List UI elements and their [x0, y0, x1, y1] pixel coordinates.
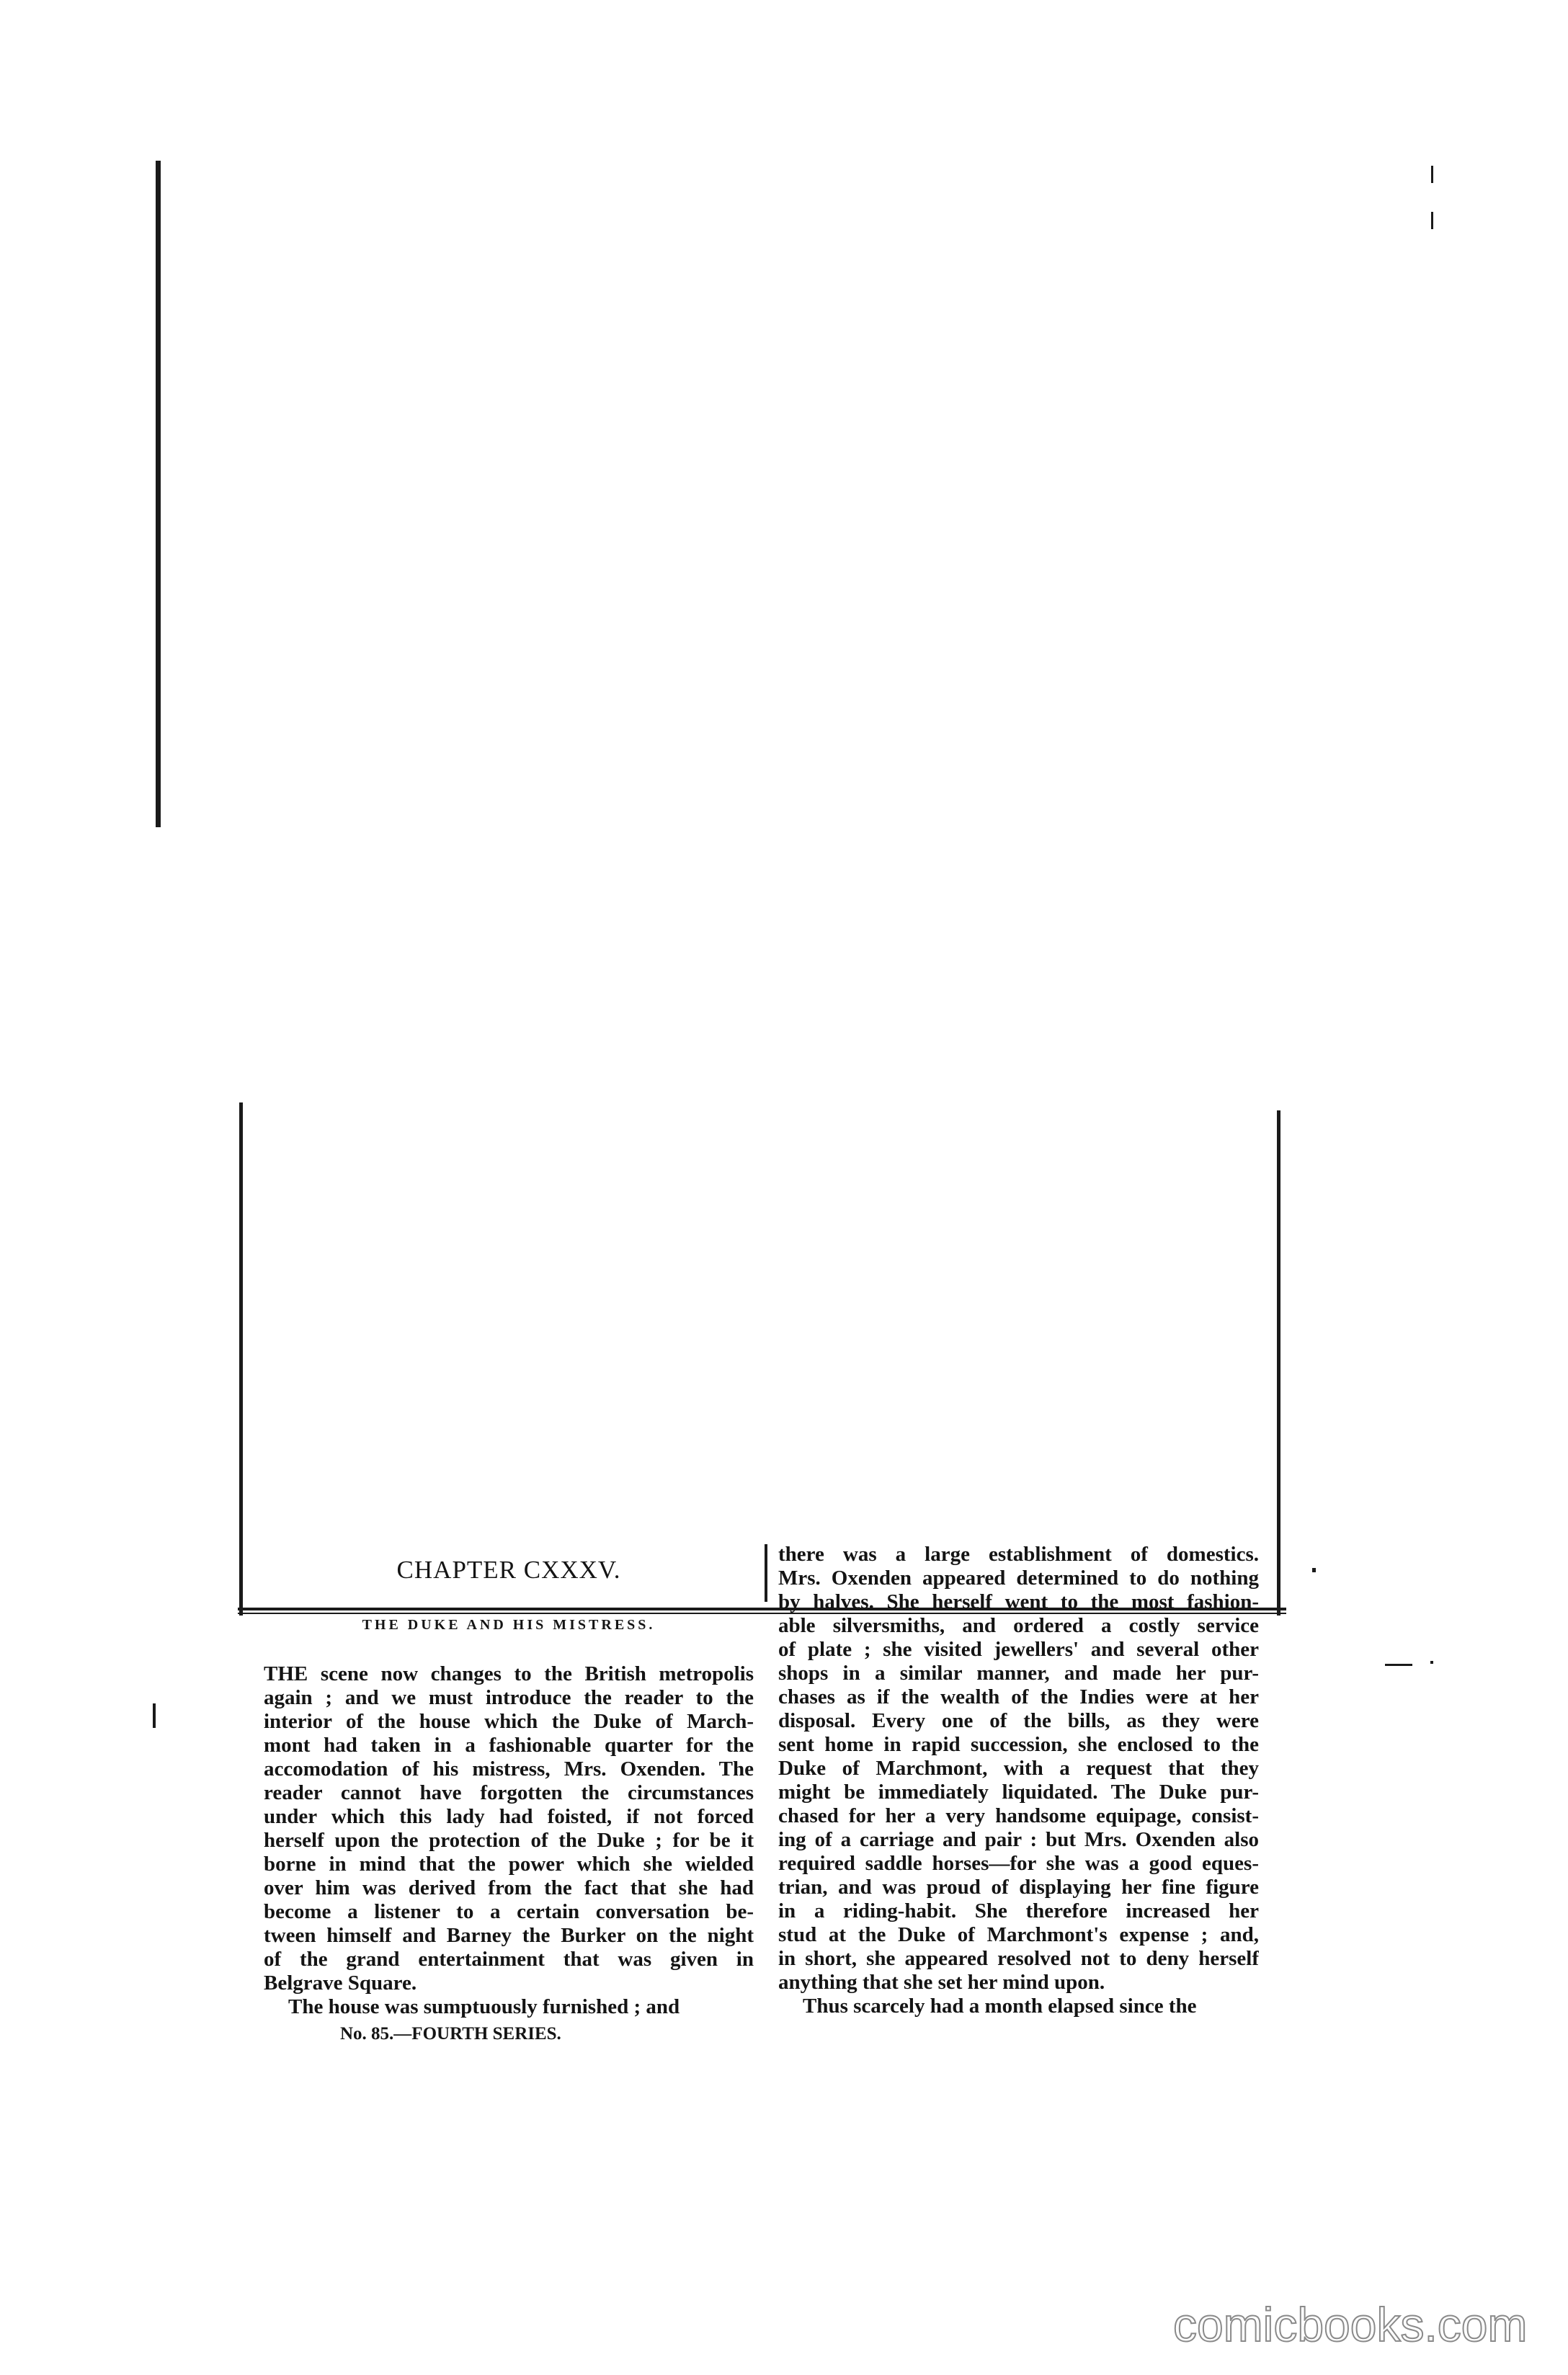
text-line: under which this lady had foisted, if not forced — [264, 1805, 754, 1828]
text-line: there was a large establishment of domestics. — [778, 1543, 1259, 1566]
watermark: comicbooks.com — [1173, 2298, 1528, 2351]
text-line: disposal. Every one of the bills, as they were — [778, 1709, 1259, 1732]
text-line: mont had taken in a fashionable quarter for the — [264, 1734, 754, 1757]
text-line: THE scene now changes to the British metropolis — [264, 1662, 754, 1685]
text-line: in a riding-habit. She therefore increased her — [778, 1899, 1259, 1922]
text-line: herself upon the protection of the Duke ; for be it — [264, 1829, 754, 1852]
text-line: chases as if the wealth of the Indies were at her — [778, 1685, 1259, 1708]
right-column — [778, 1543, 1259, 2018]
text-line: borne in mind that the power which she wielded — [264, 1853, 754, 1876]
text-line: trian, and was proud of displaying her fine figure — [778, 1876, 1259, 1899]
text-line: stud at the Duke of Marchmont's expense ; and, — [778, 1923, 1259, 1946]
scan-mark-right-dot — [1430, 1661, 1433, 1664]
text-line: might be immediately liquidated. The Duke pur- — [778, 1781, 1259, 1804]
text-line: The house was sumptuously furnished ; and — [288, 1995, 680, 2018]
text-line: interior of the house which the Duke of March- — [264, 1710, 754, 1733]
text-line: Thus scarcely had a month elapsed since the — [803, 1995, 1197, 2018]
text-line: required saddle horses—for she was a good eques- — [778, 1852, 1259, 1875]
text-line: Mrs. Oxenden appeared determined to do nothing — [778, 1567, 1259, 1590]
text-line: chased for her a very handsome equipage, consist- — [778, 1804, 1259, 1827]
text-line: reader cannot have forgotten the circumstances — [264, 1781, 754, 1804]
text-line: again ; and we must introduce the reader to the — [264, 1686, 754, 1709]
scan-mark-top-right — [1431, 166, 1433, 183]
text-line: shops in a similar manner, and made her pur- — [778, 1662, 1259, 1685]
left-column — [264, 1662, 754, 2019]
scan-mark-right-dash — [1385, 1664, 1412, 1666]
text-line: ing of a carriage and pair : but Mrs. Oxenden also — [778, 1828, 1259, 1851]
frame-left-border — [239, 1102, 243, 1616]
text-line: of plate ; she visited jewellers' and several other — [778, 1638, 1259, 1661]
text-line: able silversmiths, and ordered a costly service — [778, 1614, 1259, 1637]
text-line: over him was derived from the fact that she had — [264, 1876, 754, 1899]
chapter-subtitle: THE DUKE AND HIS MISTRESS. — [362, 1617, 656, 1633]
scan-gutter-rule — [156, 161, 161, 827]
text-line: anything that she set her mind upon. — [778, 1971, 1105, 1994]
text-line: become a listener to a certain conversation be- — [264, 1900, 754, 1923]
text-line: of the grand entertainment that was given in — [264, 1948, 754, 1971]
text-line: in short, she appeared resolved not to deny herself — [778, 1947, 1259, 1970]
scan-mark-dot — [1312, 1568, 1316, 1572]
scan-mark-top-right — [1431, 212, 1433, 229]
issue-signature: No. 85.—FOURTH SERIES. — [340, 2024, 561, 2044]
text-line: Duke of Marchmont, with a request that they — [778, 1757, 1259, 1780]
text-line: accomodation of his mistress, Mrs. Oxenden. The — [264, 1757, 754, 1781]
chapter-heading: CHAPTER CXXXV. — [396, 1556, 621, 1584]
text-line: by halves. She herself went to the most fashion- — [778, 1590, 1259, 1613]
scan-mark-bottom-left — [153, 1703, 156, 1728]
text-line: sent home in rapid succession, she enclosed to the — [778, 1733, 1259, 1756]
text-line: Belgrave Square. — [264, 1971, 417, 1995]
text-line: tween himself and Barney the Burker on the night — [264, 1924, 754, 1947]
frame-right-border — [1277, 1110, 1280, 1616]
column-divider — [765, 1544, 767, 1602]
